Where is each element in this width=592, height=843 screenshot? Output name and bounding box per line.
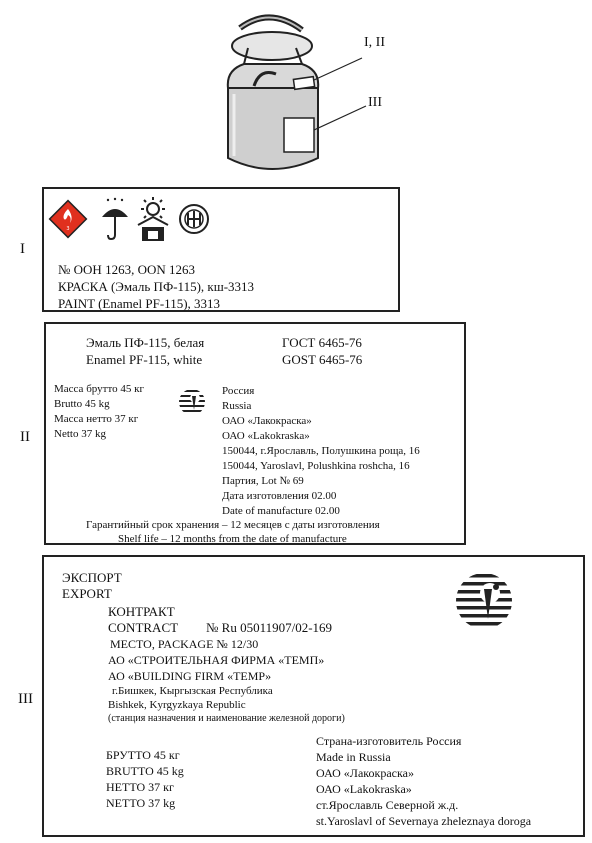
product-name-en: PAINT (Enamel PF-115), 3313	[58, 296, 221, 311]
weight-line: БРУТТО 45 кг	[106, 748, 180, 762]
callout-i-ii: I, II	[364, 35, 385, 50]
hazard-mark-circle-icon	[178, 203, 210, 235]
firm-en: АО «BUILDING FIRM «TEMP»	[108, 669, 272, 683]
city-en: Bishkek, Kyrgyzkaya Republic	[108, 699, 246, 711]
gost-ru: ГОСТ 6465-76	[282, 335, 362, 350]
origin-line: ОАО «Lakokraska»	[316, 782, 412, 796]
origin-line: ОАО «Лакокраска»	[316, 766, 414, 780]
contract-ru: КОНТРАКТ	[108, 604, 175, 619]
city-ru: г.Бишкек, Кыргызская Республика	[112, 685, 273, 697]
callout-iii: III	[368, 95, 382, 110]
info-line: ОАО «Лакокраска»	[222, 415, 312, 427]
shelf-life-en: Shelf life – 12 months from the date of manufacture	[118, 533, 347, 545]
info-line: Россия	[222, 385, 255, 397]
panel-label-iii: III	[18, 691, 33, 707]
manufacturer-logo-large	[454, 571, 514, 631]
flammable-hazard-icon	[48, 199, 88, 239]
keep-dry-umbrella-icon	[100, 197, 130, 243]
firm-ru: АО «СТРОИТЕЛЬНАЯ ФИРМА «ТЕМП»	[108, 653, 325, 667]
paint-container-drawing	[210, 8, 430, 183]
un-number: № ООН 1263, OON 1263	[58, 262, 195, 277]
weight-line: Масса брутто 45 кг	[54, 383, 144, 395]
panel-label-i: I	[20, 241, 25, 257]
origin-line: Made in Russia	[316, 750, 391, 764]
weight-line: Netto 37 kg	[54, 428, 106, 440]
info-line: Date of manufacture 02.00	[222, 505, 340, 517]
weight-line: НЕТТО 37 кг	[106, 780, 174, 794]
weight-line: Масса нетто 37 кг	[54, 413, 139, 425]
manufacturer-logo	[178, 388, 206, 416]
gost-en: GOST 6465-76	[282, 352, 363, 367]
info-line: Партия, Lot № 69	[222, 475, 304, 487]
weight-line: NETTO 37 kg	[106, 796, 176, 810]
origin-line: ст.Ярославль Северной ж.д.	[316, 798, 459, 812]
weight-line: BRUTTO 45 kg	[106, 764, 184, 778]
product-en: Enamel PF-115, white	[86, 352, 203, 367]
weight-line: Brutto 45 kg	[54, 398, 110, 410]
package-number: МЕСТО, PACKAGE № 12/30	[110, 637, 259, 651]
info-line: 150044, Yaroslavl, Polushkina roshcha, 16	[222, 460, 410, 472]
label-ii	[44, 322, 466, 545]
product-name-ru: КРАСКА (Эмаль ПФ-115), кш-3313	[58, 279, 255, 294]
info-line: 150044, г.Ярославль, Полушкина роща, 16	[222, 445, 420, 457]
label-iii	[42, 555, 585, 837]
origin-line: Страна-изготовитель Россия	[316, 734, 462, 748]
info-line: Russia	[222, 400, 252, 412]
contract-en: CONTRACT	[108, 620, 179, 635]
export-en: EXPORT	[62, 586, 112, 601]
label-i	[42, 187, 400, 312]
product-ru: Эмаль ПФ-115, белая	[86, 335, 205, 350]
contract-number: № Ru 05011907/02-169	[206, 620, 333, 635]
svg-text:3: 3	[66, 226, 70, 232]
shelf-life-ru: Гарантийный срок хранения – 12 месяцев с даты изготовления	[86, 519, 380, 531]
station-note: (станция назначения и наименование железной дороги)	[108, 713, 345, 724]
export-ru: ЭКСПОРТ	[62, 570, 122, 585]
info-line: Дата изготовления 02.00	[222, 490, 337, 502]
panel-label-ii: II	[20, 429, 30, 445]
info-line: ОАО «Lakokraska»	[222, 430, 310, 442]
origin-line: st.Yaroslavl of Severnaya zheleznaya doroga	[316, 814, 532, 828]
protect-from-heat-icon	[134, 195, 172, 243]
